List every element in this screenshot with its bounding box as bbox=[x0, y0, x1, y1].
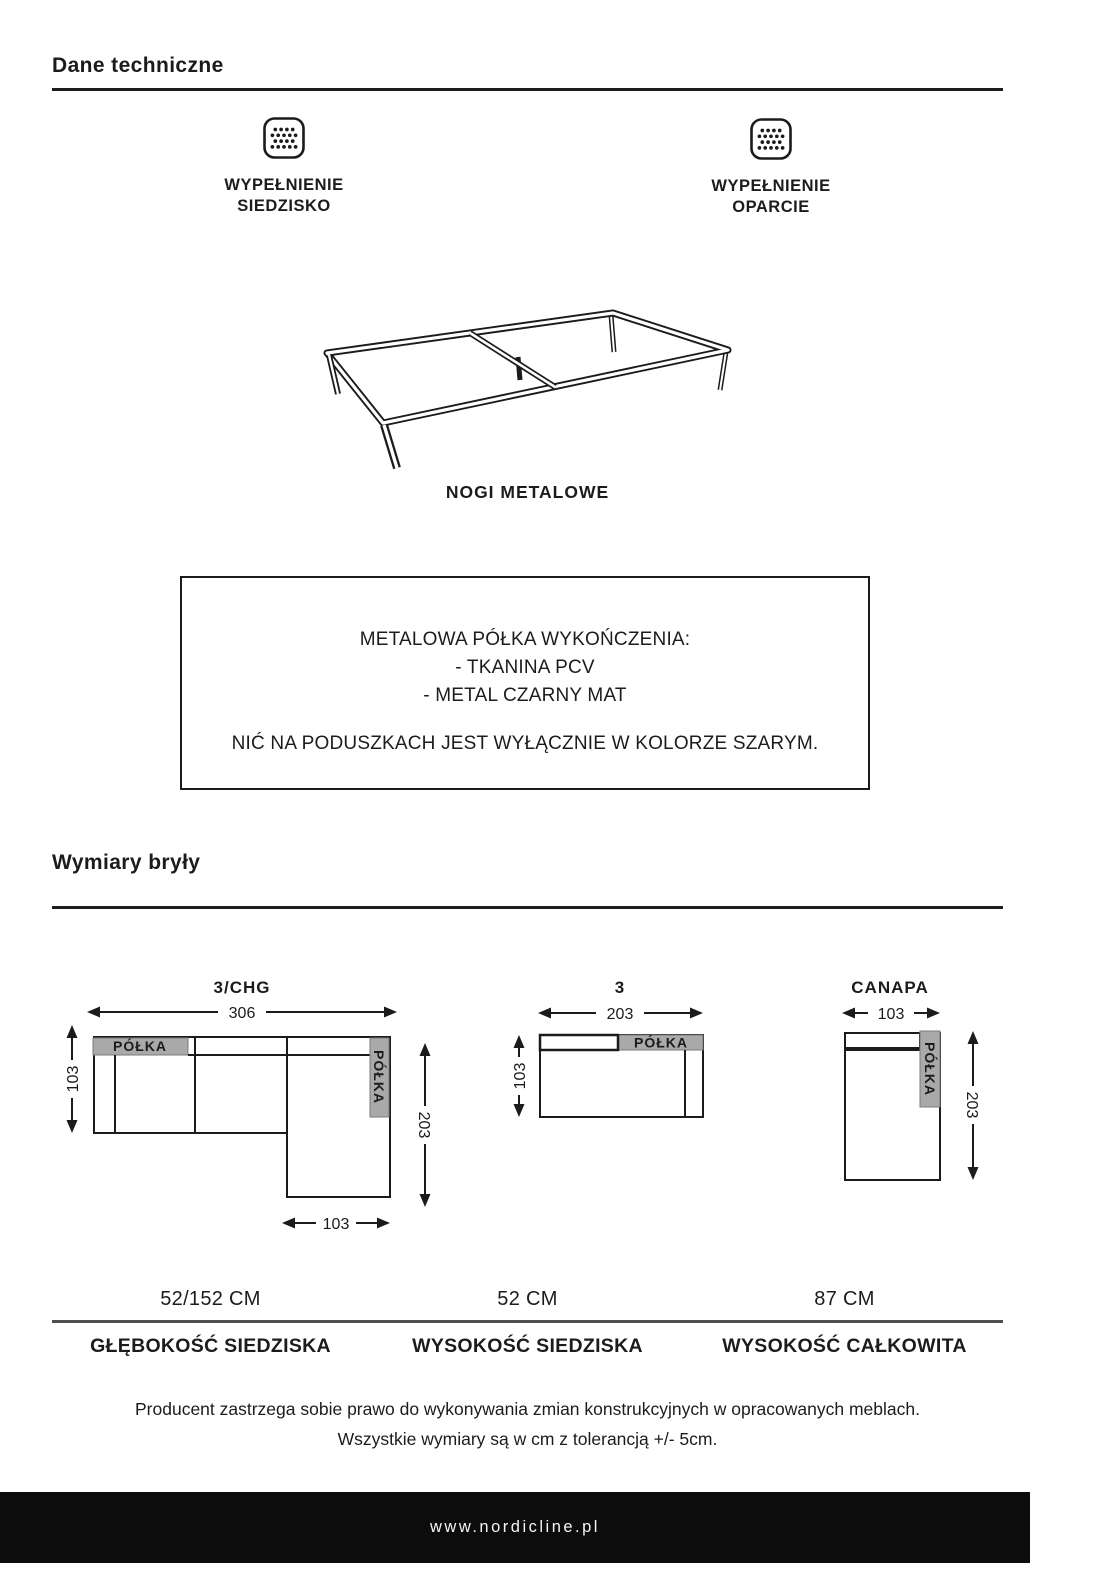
dot-pattern bbox=[758, 129, 785, 150]
sofa-outline bbox=[540, 1034, 703, 1118]
filling-back-label bbox=[686, 176, 856, 218]
shelf-label-side: PÓŁKA bbox=[371, 1050, 387, 1104]
height-arrow bbox=[415, 1043, 432, 1207]
depth-arrow bbox=[512, 1035, 529, 1117]
info-line-2: - TKANINA PCV bbox=[455, 657, 595, 678]
dot-grid-icon bbox=[262, 116, 306, 160]
height-arrow bbox=[963, 1031, 980, 1180]
filling-back-label-line2: OPARCIE bbox=[732, 198, 810, 216]
total-height-label: WYSOKOŚĆ CAŁKOWITA bbox=[722, 1335, 967, 1357]
dot-grid-icon bbox=[749, 117, 793, 161]
sofa-outline bbox=[93, 1037, 390, 1197]
section-title-technical: Dane techniczne bbox=[52, 54, 224, 77]
height-value: 203 bbox=[415, 1111, 432, 1139]
frame-wireframe bbox=[327, 313, 728, 468]
info-line-3: - METAL CZARNY MAT bbox=[423, 685, 627, 706]
diagram-3chg bbox=[50, 972, 440, 1244]
diagram-canapa bbox=[810, 972, 990, 1222]
footer-bar bbox=[0, 1492, 1030, 1563]
footer-url: www.nordicline.pl bbox=[430, 1518, 600, 1536]
width-arrow bbox=[87, 1005, 397, 1022]
filling-seat-label bbox=[199, 175, 369, 217]
divider-dimensions bbox=[52, 906, 1003, 909]
shelf-label-top: PÓŁKA bbox=[113, 1038, 167, 1054]
seat-height-label: WYSOKOŚĆ SIEDZISKA bbox=[412, 1335, 643, 1357]
measurement-values-row bbox=[52, 1288, 1003, 1311]
width-value: 306 bbox=[228, 1005, 256, 1022]
depth-value: 103 bbox=[512, 1062, 529, 1090]
chaise-width-arrow bbox=[282, 1216, 390, 1233]
diagram-3-title: 3 bbox=[614, 978, 626, 997]
width-value: 203 bbox=[606, 1006, 634, 1023]
shelf-label: PÓŁKA bbox=[634, 1034, 688, 1051]
section-title-dimensions: Wymiary bryły bbox=[52, 851, 201, 874]
filling-back-block bbox=[686, 117, 856, 218]
dot-pattern bbox=[271, 128, 298, 149]
divider-measurements bbox=[52, 1320, 1003, 1323]
disclaimer-line1: Producent zastrzega sobie prawo do wykonywania zmian konstrukcyjnych w opracowanych meblach. bbox=[135, 1399, 920, 1419]
frame-caption: NOGI METALOWE bbox=[445, 482, 610, 502]
width-value: 103 bbox=[877, 1006, 905, 1023]
disclaimer bbox=[52, 1394, 1003, 1454]
finish-info-box bbox=[180, 576, 870, 790]
seat-depth-value: 52/152 CM bbox=[160, 1288, 261, 1310]
filling-seat-block bbox=[199, 116, 369, 217]
seat-depth-label: GŁĘBOKOŚĆ SIEDZISKA bbox=[90, 1335, 331, 1357]
divider-top bbox=[52, 88, 1003, 91]
height-value: 203 bbox=[963, 1091, 980, 1119]
metal-frame-illustration bbox=[320, 300, 740, 475]
width-arrow bbox=[538, 1006, 703, 1023]
filling-back-label-line1: WYPEŁNIENIE bbox=[711, 177, 831, 195]
shelf-label: PÓŁKA bbox=[922, 1042, 938, 1096]
disclaimer-line2: Wszystkie wymiary są w cm z tolerancją +/- 5cm. bbox=[337, 1429, 718, 1449]
measurement-labels-row bbox=[52, 1335, 1003, 1358]
seat-height-value: 52 CM bbox=[497, 1288, 558, 1310]
diagram-3chg-title: 3/CHG bbox=[213, 978, 271, 997]
info-line-4: NIĆ NA PODUSZKACH JEST WYŁĄCZNIE W KOLORZE SZARYM. bbox=[231, 733, 819, 754]
filling-seat-label-line1: WYPEŁNIENIE bbox=[224, 176, 344, 194]
diagram-canapa-title: CANAPA bbox=[851, 978, 929, 997]
depth-arrow bbox=[65, 1025, 82, 1133]
chaise-width-value: 103 bbox=[322, 1216, 350, 1233]
sofa-outline bbox=[845, 1031, 940, 1180]
info-line-1: METALOWA PÓŁKA WYKOŃCZENIA: bbox=[359, 629, 691, 650]
diagram-3 bbox=[480, 972, 730, 1132]
depth-value: 103 bbox=[65, 1065, 82, 1093]
width-arrow bbox=[842, 1006, 940, 1023]
total-height-value: 87 CM bbox=[814, 1288, 875, 1310]
filling-seat-label-line2: SIEDZISKO bbox=[237, 197, 331, 215]
